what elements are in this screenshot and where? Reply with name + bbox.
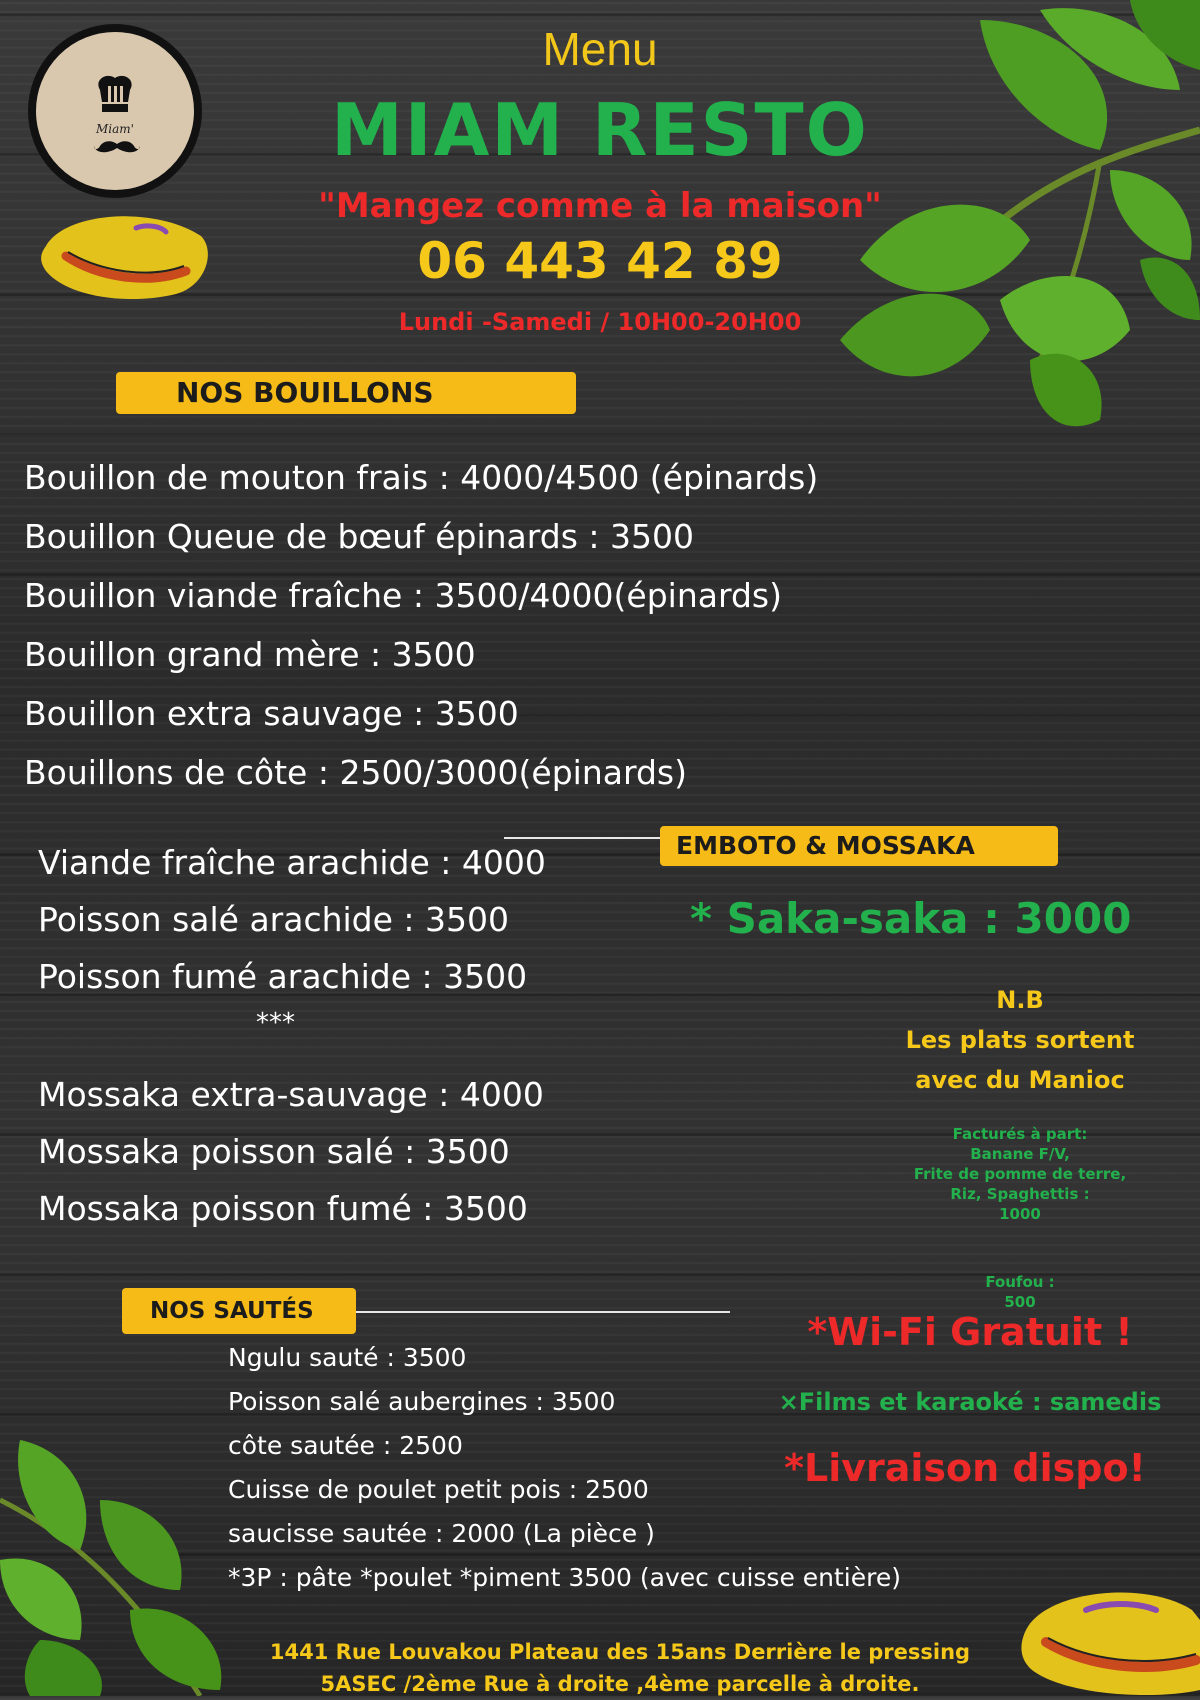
menu-item: Poisson salé aubergines : 3500 bbox=[228, 1387, 616, 1416]
extras-block bbox=[880, 1124, 1160, 1224]
menu-item: Mossaka poisson salé : 3500 bbox=[38, 1132, 510, 1171]
restaurant-name: MIAM RESTO bbox=[331, 88, 869, 172]
separator-stars: *** bbox=[256, 1008, 295, 1038]
menu-item: Bouillons de côte : 2500/3000(épinards) bbox=[24, 753, 687, 792]
logo-text: Miam' bbox=[96, 122, 134, 136]
foufou-price: 500 bbox=[1004, 1293, 1036, 1311]
bouillons-list bbox=[24, 448, 818, 802]
menu-item: Cuisse de poulet petit pois : 2500 bbox=[228, 1475, 649, 1504]
wifi-notice: *Wi-Fi Gratuit ! bbox=[807, 1310, 1133, 1354]
section-heading-bouillons: NOS BOUILLONS bbox=[116, 372, 576, 414]
menu-item: *3P : pâte *poulet *piment 3500 (avec cuisse entière) bbox=[228, 1563, 901, 1592]
opening-hours: Lundi -Samedi / 10H00-20H00 bbox=[398, 308, 802, 336]
foufou-block bbox=[940, 1272, 1100, 1312]
menu-item: Poisson salé arachide : 3500 bbox=[38, 900, 510, 939]
menu-item: Viande fraîche arachide : 4000 bbox=[38, 843, 546, 882]
address-line: 5ASEC /2ème Rue à droite ,4ème parcelle à droite. bbox=[320, 1672, 920, 1696]
note-line: Les plats sortent bbox=[905, 1026, 1135, 1054]
section-heading-sautes: NOS SAUTÉS bbox=[122, 1288, 356, 1334]
sautes-list bbox=[228, 1336, 901, 1600]
films-karaoke-notice: ×Films et karaoké : samedis bbox=[778, 1388, 1162, 1416]
menu-item: Mossaka poisson fumé : 3500 bbox=[38, 1189, 528, 1228]
section-heading-emboto-mossaka: EMBOTO & MOSSAKA bbox=[660, 826, 1058, 866]
menu-item: Bouillon extra sauvage : 3500 bbox=[24, 694, 519, 733]
address-block bbox=[180, 1636, 1060, 1700]
menu-item: Bouillon grand mère : 3500 bbox=[24, 635, 476, 674]
menu-item: Bouillon Queue de bœuf épinards : 3500 bbox=[24, 517, 694, 556]
extras-line: Frite de pomme de terre, bbox=[913, 1165, 1127, 1183]
note-title: N.B bbox=[996, 986, 1044, 1014]
extras-title: Facturés à part: bbox=[952, 1125, 1088, 1143]
menu-item: Poisson fumé arachide : 3500 bbox=[38, 957, 528, 996]
menu-item: Bouillon de mouton frais : 4000/4500 (épinards) bbox=[24, 458, 819, 497]
mossaka-list bbox=[38, 1066, 544, 1237]
saka-saka-price: * Saka-saka : 3000 bbox=[690, 894, 1132, 943]
phone-number: 06 443 42 89 bbox=[417, 232, 783, 290]
menu-item: saucisse sautée : 2000 (La pièce ) bbox=[228, 1519, 655, 1548]
slogan: "Mangez comme à la maison" bbox=[318, 186, 882, 226]
menu-item: côte sautée : 2500 bbox=[228, 1431, 463, 1460]
menu-label: Menu bbox=[542, 23, 658, 75]
menu-item: Mossaka extra-sauvage : 4000 bbox=[38, 1075, 544, 1114]
note-block bbox=[860, 980, 1180, 1100]
extras-line: Banane F/V, bbox=[970, 1145, 1070, 1163]
extras-line: Riz, Spaghettis : bbox=[950, 1185, 1090, 1203]
menu-item: Bouillon viande fraîche : 3500/4000(épinards) bbox=[24, 576, 782, 615]
extras-price: 1000 bbox=[999, 1205, 1041, 1223]
delivery-notice: *Livraison dispo! bbox=[784, 1446, 1146, 1490]
divider-line bbox=[356, 1311, 730, 1313]
menu-item: Ngulu sauté : 3500 bbox=[228, 1343, 467, 1372]
foufou-title: Foufou : bbox=[985, 1273, 1055, 1291]
emboto-list bbox=[38, 834, 546, 1005]
address-line: 1441 Rue Louvakou Plateau des 15ans Derrière le pressing bbox=[269, 1640, 971, 1664]
note-line: avec du Manioc bbox=[915, 1066, 1125, 1094]
